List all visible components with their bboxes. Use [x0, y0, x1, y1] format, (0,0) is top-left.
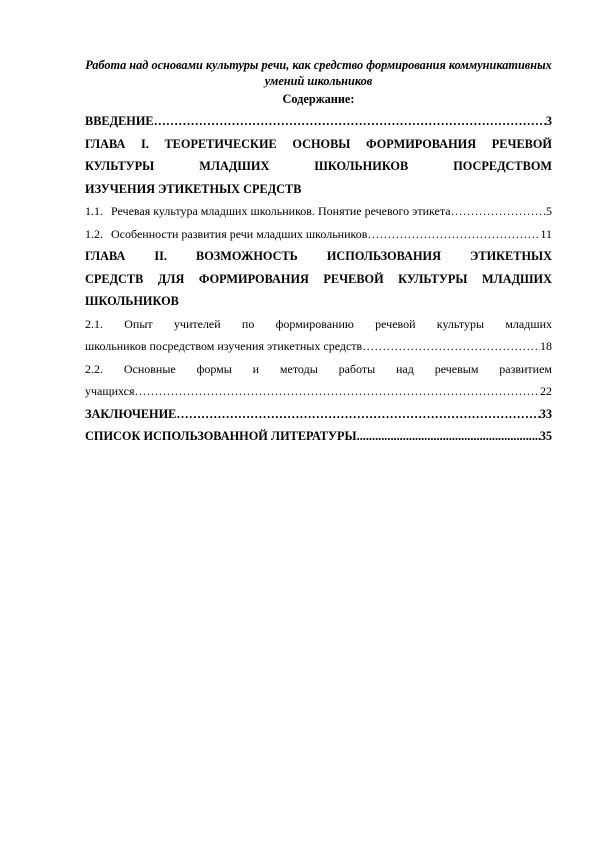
toc-leader	[176, 403, 539, 426]
toc-page-number: 18	[540, 339, 552, 353]
toc-page-number: 5	[546, 204, 552, 218]
toc-chapter-2-line1: ГЛАВА II. ВОЗМОЖНОСТЬ ИСПОЛЬЗОВАНИЯ ЭТИКЕТНЫХ	[85, 249, 552, 263]
toc-label: школьников посредством изучения этикетных средств	[85, 339, 363, 353]
toc-page-number: 3	[545, 114, 552, 128]
toc-section-number: 1.1.	[85, 204, 103, 218]
toc-chapter-1-line2: КУЛЬТУРЫ МЛАДШИХ ШКОЛЬНИКОВ ПОСРЕДСТВОМ	[85, 159, 552, 173]
toc-label: учащихся	[85, 384, 135, 398]
toc-leader	[451, 200, 546, 223]
toc-page-number: 22	[540, 384, 552, 398]
toc-page-number: 35	[539, 429, 552, 443]
toc-entry-2-2-line1: 2.2. Основные формы и методы работы над речевым развитием	[85, 361, 552, 376]
toc-entry-conclusion	[85, 403, 552, 426]
toc-entry-2-2-line2	[85, 380, 552, 403]
toc-entry-2-1-line2	[85, 335, 552, 358]
document-content	[85, 57, 552, 448]
toc-section-number: 1.2.	[85, 226, 103, 241]
toc-leader	[367, 223, 540, 246]
toc-chapter-2-line2: СРЕДСТВ ДЛЯ ФОРМИРОВАНИЯ РЕЧЕВОЙ КУЛЬТУРЫ МЛАДШИХ	[85, 271, 552, 286]
toc-chapter-1-line1: ГЛАВА I. ТЕОРЕТИЧЕСКИЕ ОСНОВЫ ФОРМИРОВАНИЯ РЕЧЕВОЙ	[85, 136, 552, 151]
toc-label: СПИСОК ИСПОЛЬЗОВАННОЙ ЛИТЕРАТУРЫ	[85, 429, 357, 443]
toc-label: ВВЕДЕНИЕ	[85, 114, 154, 128]
toc-chapter-2-line3: ШКОЛЬНИКОВ	[85, 294, 179, 308]
toc-label: ЗАКЛЮЧЕНИЕ	[85, 406, 177, 421]
toc-entry-2-1-line1: 2.1. Опыт учителей по формированию речевой культуры младших	[85, 316, 552, 331]
toc-chapter-1-line3: ИЗУЧЕНИЯ ЭТИКЕТНЫХ СРЕДСТВ	[85, 181, 302, 196]
toc-page-number: 33	[539, 406, 552, 421]
toc-leader	[154, 110, 546, 133]
toc-leader	[135, 380, 540, 403]
toc-leader	[362, 335, 540, 358]
toc-entry-1-1	[85, 200, 552, 223]
toc-entry-references	[85, 425, 552, 448]
toc-entry-intro	[85, 110, 552, 133]
toc-label: Особенности развития речи младших школьников	[111, 226, 368, 241]
toc-entry-1-2	[85, 223, 552, 246]
toc-leader	[357, 425, 540, 448]
toc-label: Речевая культура младших школьников. Понятие речевого этикета	[111, 204, 451, 218]
toc-heading: Содержание:	[282, 92, 355, 106]
document-title: Работа над основами культуры речи, как средство формирования коммуникативных умений школьников	[85, 58, 552, 88]
toc-page-number: 11	[540, 226, 552, 241]
